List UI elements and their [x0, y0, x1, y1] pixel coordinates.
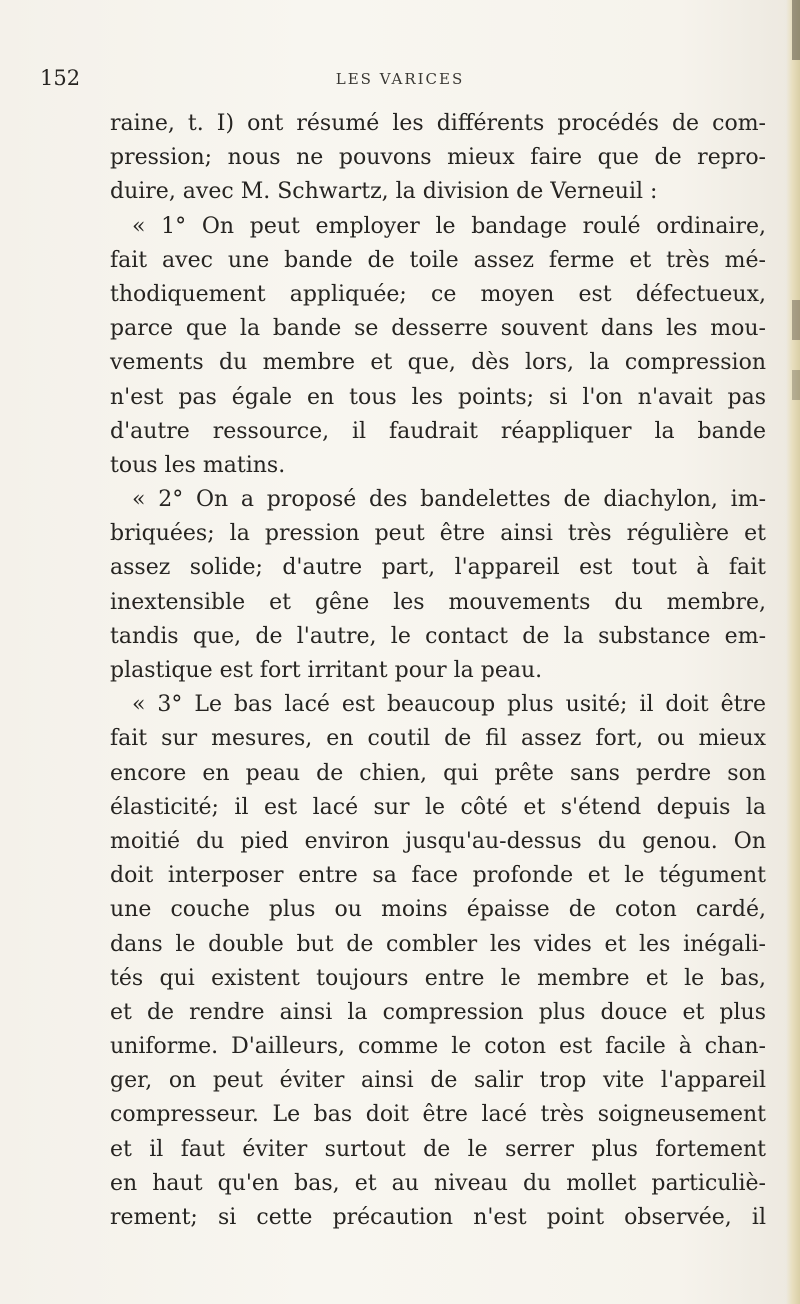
edge-shadow — [792, 0, 800, 60]
text-line: vements du membre et que, dès lors, la compression — [110, 350, 766, 376]
edge-shadow — [792, 300, 800, 340]
text-line: thodiquement appliquée; ce moyen est défectueux, — [110, 281, 766, 307]
page-header — [40, 66, 760, 96]
text-line: plastique est fort irritant pour la peau. — [110, 658, 543, 683]
text-line: une couche plus ou moins épaisse de coton cardé, — [110, 897, 766, 923]
text-line: n'est pas égale en tous les points; si l'on n'avait pas — [110, 384, 766, 410]
text-line: raine, t. I) ont résumé les différents procédés de com- — [110, 111, 766, 136]
text-line: d'autre ressource, il faudrait réappliquer la bande — [110, 418, 766, 444]
text-line: « 3° Le bas lacé est beaucoup plus usité; il doit être — [132, 692, 766, 718]
text-line: rement; si cette précaution n'est point observée, il — [110, 1205, 766, 1230]
text-line: tandis que, de l'autre, le contact de la substance em- — [110, 623, 766, 649]
text-line: briquées; la pression peut être ainsi très régulière et — [110, 521, 766, 547]
text-line: et de rendre ainsi la compression plus douce et plus — [110, 999, 766, 1025]
text-line: et il faut éviter surtout de le serrer plus fortement — [110, 1136, 766, 1162]
text-line: fait avec une bande de toile assez ferme et très mé- — [110, 247, 766, 273]
body-text — [110, 107, 766, 1235]
text-line: doit interposer entre sa face profonde et le tégument — [110, 863, 766, 889]
text-line: dans le double but de combler les vides et les inégali- — [110, 931, 766, 957]
text-line: uniforme. D'ailleurs, comme le coton est facile à chan- — [110, 1034, 766, 1060]
text-line: pression; nous ne pouvons mieux faire que de repro- — [110, 145, 766, 171]
text-line: fait sur mesures, en coutil de fil assez fort, ou mieux — [110, 726, 766, 752]
text-line: « 2° On a proposé des bandelettes de diachylon, im- — [132, 487, 766, 513]
text-line: tous les matins. — [110, 452, 286, 478]
text-line: tés qui existent toujours entre le membre et le bas, — [110, 965, 766, 991]
text-line: « 1° On peut employer le bandage roulé ordinaire, — [132, 213, 766, 239]
text-line: parce que la bande se desserre souvent dans les mou- — [110, 316, 766, 342]
text-line: en haut qu'en bas, et au niveau du mollet particuliè- — [110, 1170, 766, 1196]
text-line: élasticité; il est lacé sur le côté et s'étend depuis la — [110, 794, 766, 820]
text-line: compresseur. Le bas doit être lacé très soigneusement — [110, 1102, 766, 1128]
edge-shadow — [792, 370, 800, 400]
text-line: ger, on peut éviter ainsi de salir trop vite l'appareil — [110, 1068, 766, 1094]
text-line: inextensible et gêne les mouvements du membre, — [110, 589, 766, 615]
text-line: moitié du pied environ jusqu'au-dessus du genou. On — [110, 828, 766, 854]
page-number: 152 — [40, 66, 81, 90]
page-edge — [786, 0, 800, 1304]
text-line: encore en peau de chien, qui prête sans perdre son — [110, 760, 766, 786]
text-line: duire, avec M. Schwartz, la division de Verneuil : — [110, 179, 658, 205]
text-line: assez solide; d'autre part, l'appareil est tout à fait — [110, 555, 766, 581]
running-head: LES VARICES — [335, 70, 465, 88]
